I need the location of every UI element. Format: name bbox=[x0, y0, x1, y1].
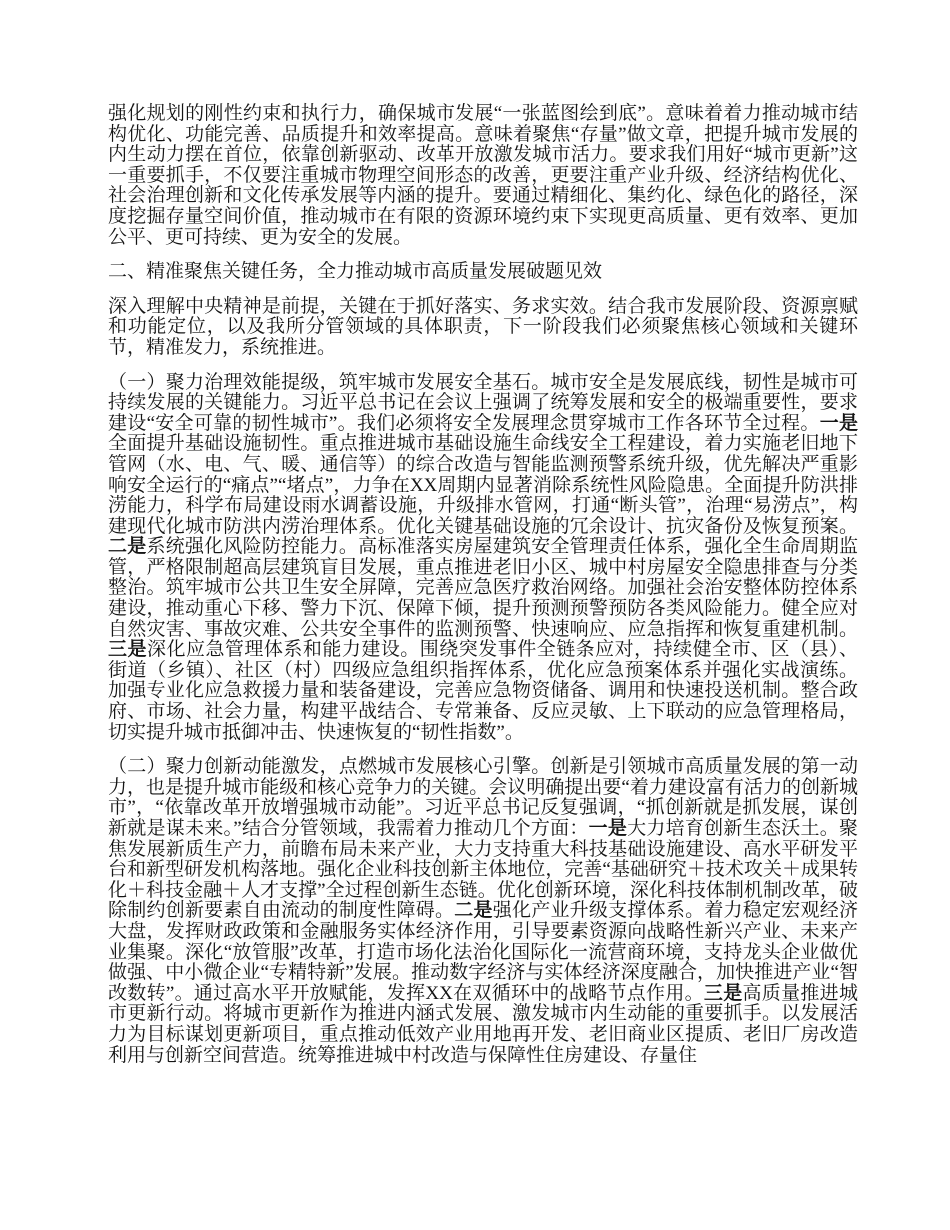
text-run: 全面提升基础设施韧性。重点推进城市基础设施生命线安全工程建设，着力实施老旧地下管网（水、电、气、暖、通信等）的综合改造与智能监测预警系统升级，优先解决严重影响安全运行的“痛点”“堵点”，力争在XX周期内显著消除系统性风险隐患。全面提升防洪排涝能力，科学布局建设雨水调蓄设施，升级排水管网，打通“断头管”，治理“易涝点”，构建现代化城市防洪内涝治理体系。优化关键基础设施的冗余设计、抗灾备份及恢复预案。 bbox=[108, 433, 858, 537]
text-run: 二、精准聚焦关键任务，全力推动城市高质量发展破题见效 bbox=[108, 261, 603, 283]
point-one-paragraph bbox=[108, 373, 858, 744]
bold-text-run: 二是 bbox=[454, 900, 493, 922]
intro-paragraph bbox=[108, 104, 858, 248]
text-run: 大力培育创新生态沃土。聚焦发展新质生产力，前瞻布局未来产业，大力支持重大科技基础设施建设、高水平研发平台和新型研发机构落地。强化企业科技创新主体地位，完善“基础研究＋技术攻关＋成果转化＋科技金融＋人才支撑”全过程创新生态链。优化创新环境，深化科技体制机制改革，破除制约创新要素自由流动的制度性障碍。 bbox=[108, 818, 858, 922]
transition-paragraph bbox=[108, 297, 858, 359]
section-2-heading bbox=[108, 262, 858, 283]
text-run: 强化规划的刚性约束和执行力，确保城市发展“一张蓝图绘到底”。意味着着力推动城市结构优化、功能完善、品质提升和效率提高。意味着聚焦“存量”做文章，把提升城市发展的内生动力摆在首位，依靠创新驱动、改革开放激发城市活力。要求我们用好“城市更新”这一重要抓手，不仅要注重城市物理空间形态的改善，更要注重产业升级、经济结构优化、社会治理创新和文化传承发展等内涵的提升。要通过精细化、集约化、绿色化的路径，深度挖掘存量空间价值，推动城市在有限的资源环境约束下实现更高质量、更有效率、更加公平、更可持续、更为安全的发展。 bbox=[108, 103, 858, 248]
text-run: （一）聚力治理效能提级，筑牢城市发展安全基石。城市安全是发展底线，韧性是城市可持续发展的关键能力。习近平总书记在会议上强调了统筹发展和安全的极端重要性，要求建设“安全可靠的韧性城市”。我们必须将安全发展理念贯穿城市工作各环节全过程。 bbox=[108, 371, 858, 434]
bold-text-run: 一是 bbox=[819, 412, 858, 434]
text-run: 深入理解中央精神是前提，关键在于抓好落实、务求实效。结合我市发展阶段、资源禀赋和功能定位，以及我所分管领域的具体职责，下一阶段我们必须聚焦核心领域和关键环节，精准发力，系统推进。 bbox=[108, 295, 858, 358]
point-two-paragraph bbox=[108, 757, 858, 1066]
text-run: 高质量推进城市更新行动。将城市更新作为推进内涵式发展、激发城市内生动能的重要抓手。以发展活力为目标谋划更新项目，重点推动低效产业用地再开发、老旧商业区提质、老旧厂房改造利用与创新空间营造。统筹推进城中村改造与保障性住房建设、存量住 bbox=[108, 982, 858, 1066]
bold-text-run: 二是 bbox=[108, 536, 147, 558]
text-run: 系统强化风险防控能力。高标准落实房屋建筑安全管理责任体系，强化全生命周期监管，严格限制超高层建筑盲目发展，重点推进老旧小区、城中村房屋安全隐患排查与分类整治。筑牢城市公共卫生安全屏障，完善应急医疗救治网络。加强社会治安整体防控体系建设，推动重心下移、警力下沉、保障下倾，提升预测预警预防各类风险能力。健全应对自然灾害、事故灾难、公共安全事件的监测预警、快速响应、应急指挥和恢复重建机制。 bbox=[108, 536, 858, 640]
text-run: 深化应急管理体系和能力建设。围绕突发事件全链条应对，持续健全市、区（县）、街道（乡镇）、社区（村）四级应急组织指挥体系，优化应急预案体系并强化实战演练。加强专业化应急救援力量和装备建设，完善应急物资储备、调用和快速投送机制。整合政府、市场、社会力量，构建平战结合、专常兼备、反应灵敏、上下联动的应急管理格局，切实提升城市抵御冲击、快速恢复的“韧性指数”。 bbox=[108, 639, 858, 743]
text-run: 强化产业升级支撑体系。着力稳定宏观经济大盘，发挥财政政策和金融服务实体经济作用，引导要素资源向战略性新兴产业、未来产业集聚。深化“放管服”改革，打造市场化法治化国际化一流营商环境，支持龙头企业做优做强、中小微企业“专精特新”发展。推动数字经济与实体经济深度融合，加快推进产业“智改数转”。通过高水平开放赋能，发挥XX在双循环中的战略节点作用。 bbox=[108, 900, 858, 1004]
text-run: （二）聚力创新动能激发，点燃城市发展核心引擎。创新是引领城市高质量发展的第一动力，也是提升城市能级和核心竞争力的关键。会议明确提出要“着力建设富有活力的创新城市”，“依靠改革开放增强城市动能”。习近平总书记反复强调，“抓创新就是抓发展，谋创新就是谋未来。”结合分管领域，我需着力推动几个方面： bbox=[108, 756, 858, 839]
bold-text-run: 一是 bbox=[588, 818, 628, 839]
bold-text-run: 三是 bbox=[108, 639, 147, 661]
bold-text-run: 三是 bbox=[703, 982, 743, 1004]
